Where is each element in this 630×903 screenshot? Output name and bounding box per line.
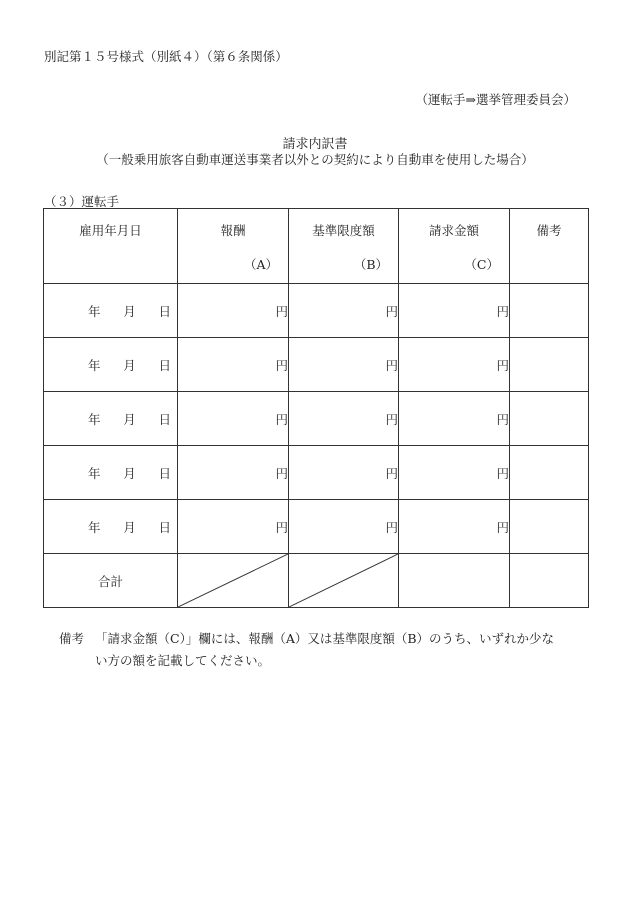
claim-amount-cell[interactable]: 円 bbox=[399, 446, 510, 500]
claim-amount-cell[interactable]: 円 bbox=[399, 392, 510, 446]
standard-limit-cell[interactable]: 円 bbox=[289, 392, 399, 446]
standard-limit-cell[interactable]: 円 bbox=[289, 284, 399, 338]
remuneration-cell[interactable]: 円 bbox=[178, 338, 289, 392]
header-remuneration: 報酬 （A） bbox=[178, 209, 289, 284]
claim-amount-cell[interactable]: 円 bbox=[399, 500, 510, 554]
document-subtitle: （一般乗用旅客自動車運送事業者以外との契約により自動車を使用した場合） bbox=[96, 152, 534, 167]
total-row bbox=[44, 554, 589, 608]
standard-limit-cell[interactable]: 円 bbox=[289, 446, 399, 500]
table-row bbox=[44, 392, 589, 446]
total-label-cell: 合計 bbox=[44, 554, 178, 608]
diagonal-strike bbox=[178, 554, 288, 607]
remarks-cell[interactable] bbox=[510, 392, 589, 446]
employment-date-cell[interactable]: 年 月 日 bbox=[44, 446, 178, 500]
standard-limit-cell[interactable]: 円 bbox=[289, 338, 399, 392]
total-claim-amount-cell[interactable] bbox=[399, 554, 510, 608]
remuneration-cell[interactable]: 円 bbox=[178, 446, 289, 500]
remarks-cell[interactable] bbox=[510, 500, 589, 554]
total-remuneration-cell bbox=[178, 554, 289, 608]
remarks-cell[interactable] bbox=[510, 338, 589, 392]
claim-amount-cell[interactable]: 円 bbox=[399, 338, 510, 392]
remarks-cell[interactable] bbox=[510, 284, 589, 338]
header-claim-amount: 請求金額 （C） bbox=[399, 209, 510, 284]
employment-date-cell[interactable]: 年 月 日 bbox=[44, 392, 178, 446]
claim-amount-cell[interactable]: 円 bbox=[399, 284, 510, 338]
employment-date-cell[interactable]: 年 月 日 bbox=[44, 500, 178, 554]
total-standard-limit-cell bbox=[289, 554, 399, 608]
document-title: 請求内訳書 bbox=[282, 137, 348, 152]
table-row bbox=[44, 446, 589, 500]
remarks-cell[interactable] bbox=[510, 446, 589, 500]
header-employment-date: 雇用年月日 bbox=[44, 209, 178, 284]
remuneration-cell[interactable]: 円 bbox=[178, 392, 289, 446]
section-label: （３）運転手 bbox=[44, 194, 120, 209]
remuneration-cell[interactable]: 円 bbox=[178, 284, 289, 338]
employment-date-cell[interactable]: 年 月 日 bbox=[44, 284, 178, 338]
breakdown-table bbox=[43, 208, 589, 608]
note-text-line-1: 「請求金額（C）」欄には、報酬（A）又は基準限度額（B）のうち、いずれか少な bbox=[95, 631, 555, 646]
form-number: 別記第１５号様式（別紙４）（第６条関係） bbox=[44, 49, 288, 64]
table-row bbox=[44, 338, 589, 392]
diagonal-strike bbox=[289, 554, 398, 607]
routing-label: （運転手⇒選挙管理委員会） bbox=[415, 92, 576, 107]
header-standard-limit: 基準限度額 （B） bbox=[289, 209, 399, 284]
note-heading: 備考 bbox=[59, 631, 85, 646]
note-text-line-2: い方の額を記載してください。 bbox=[95, 653, 271, 668]
header-remarks: 備考 bbox=[510, 209, 589, 284]
employment-date-cell[interactable]: 年 月 日 bbox=[44, 338, 178, 392]
table-row bbox=[44, 284, 589, 338]
standard-limit-cell[interactable]: 円 bbox=[289, 500, 399, 554]
table-header-row bbox=[44, 209, 589, 284]
remuneration-cell[interactable]: 円 bbox=[178, 500, 289, 554]
table-row bbox=[44, 500, 589, 554]
total-remarks-cell[interactable] bbox=[510, 554, 589, 608]
